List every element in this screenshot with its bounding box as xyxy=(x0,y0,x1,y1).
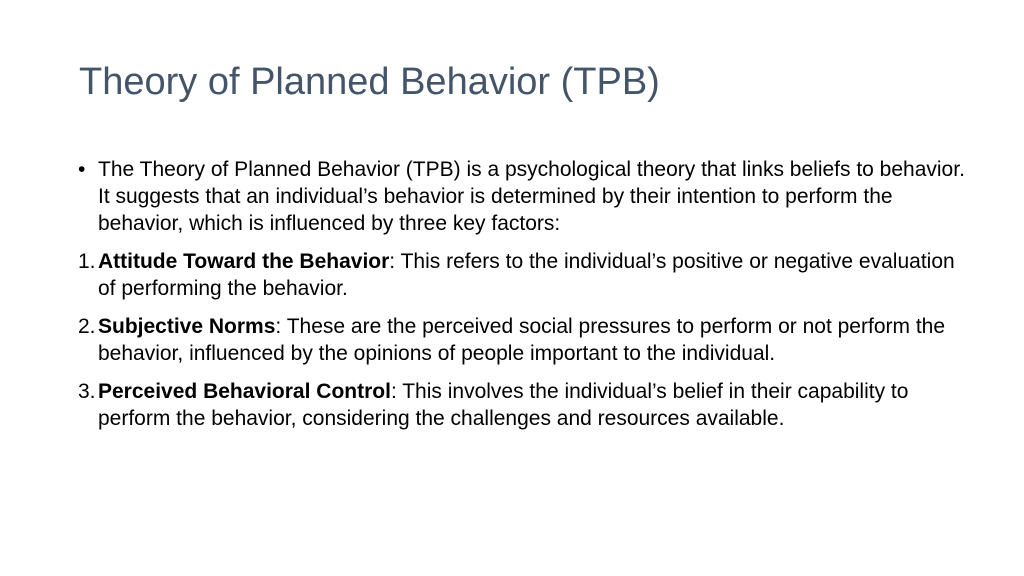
intro-bullet xyxy=(78,156,978,237)
item-description: : These are the perceived social pressures to perform or not perform the behavior, influenced by the opinions of people important to the individual. xyxy=(98,315,946,365)
item-number: 3. xyxy=(78,380,96,403)
item-description: : This involves the individual’s belief in their capability to perform the behavior, considering the challenges and resources available. xyxy=(98,380,909,430)
item-text xyxy=(98,248,978,302)
item-term: Subjective Norms xyxy=(98,315,276,338)
item-term: Attitude Toward the Behavior xyxy=(98,250,390,273)
slide-body xyxy=(78,156,978,432)
intro-text: The Theory of Planned Behavior (TPB) is a psychological theory that links beliefs to behavior. It suggests that an individual’s behavior is determined by their intention to perform the behavior, which is influenced by three key factors: xyxy=(98,158,965,235)
item-text xyxy=(98,378,978,432)
item-text xyxy=(98,313,978,367)
item-number: 2. xyxy=(78,315,96,338)
list-item xyxy=(78,313,978,367)
item-number: 1. xyxy=(78,250,96,273)
item-description: : This refers to the individual’s positive or negative evaluation of performing the behavior. xyxy=(98,250,955,300)
bullet-marker: • xyxy=(78,158,86,181)
slide-title: Theory of Planned Behavior (TPB) xyxy=(79,61,660,103)
item-term: Perceived Behavioral Control xyxy=(98,380,391,403)
list-item xyxy=(78,378,978,432)
list-item xyxy=(78,248,978,302)
